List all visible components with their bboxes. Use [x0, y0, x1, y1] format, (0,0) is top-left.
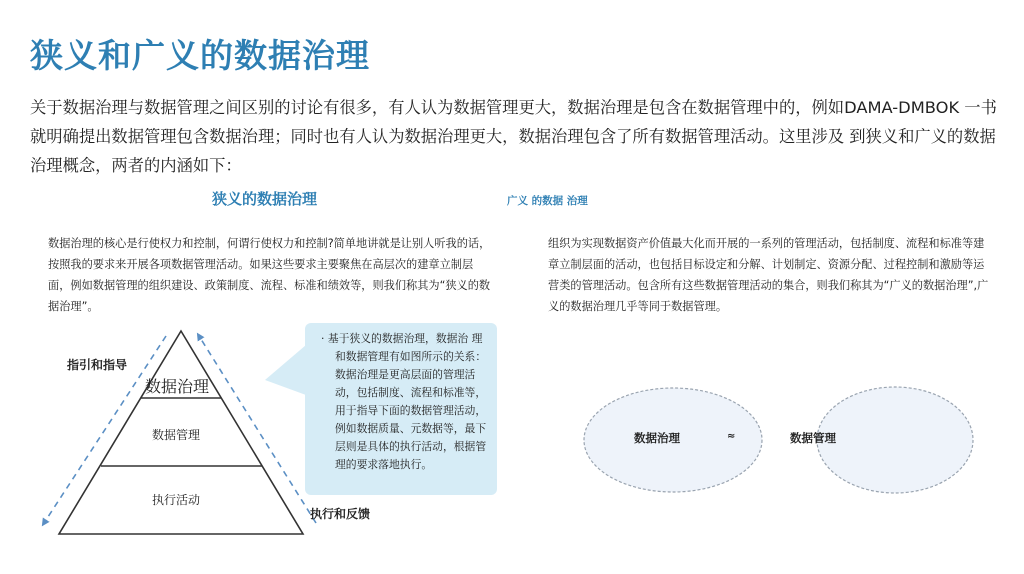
callout-text: 基于狭义的数据治理，数据治 理和数据管理有如图所示的关系：数据治理是更高层面的管理活动，包括制度、流程和标准等，用于指导下面的数据管理活动，例如数据质量、元数据等，最下层则是具体的执行活动，根据管理的要求落地执行。 — [327, 332, 487, 471]
pyramid-level-management: 数据管理 — [152, 428, 201, 442]
broad-governance-description: 组织为实现数据资产价值最大化而开展的一系列的管理活动，包括制度、流程和标准等建章立制层面的活动，也包括目标设定和分解、计划制定、资源分配、过程控制和激励等运营类的管理活动。包含所有这些数据管理活动的集合，则我们称其为“广义的数据治理”,广义的数据治理几乎等同于数据管理。 — [548, 237, 989, 313]
pyramid-level-governance: 数据治理 — [145, 377, 210, 396]
venn-right-ellipse — [817, 387, 973, 493]
page-title: 狭义和广义的数据治理 — [30, 36, 370, 75]
venn-label-management: 数据管理 — [790, 431, 836, 445]
approx-equal-symbol: ≈ — [727, 431, 736, 442]
feedback-label: 执行和反馈 — [310, 507, 371, 521]
pyramid-level-execution: 执行活动 — [152, 493, 201, 507]
callout-bullet: · — [321, 332, 325, 345]
broad-governance-title: 广义 的数据 治理 — [507, 195, 588, 207]
guide-label: 指引和指导 — [67, 358, 128, 372]
intro-paragraph: 关于数据治理与数据管理之间区别的讨论有很多，有人认为数据管理更大，数据治理是包含在数据管理中的，例如DAMA-DMBOK 一书就明确提出数据管理包含数据治理；同时也有人认为数据治理更大，数据治理包含了所有数据管理活动。这里涉及 到狭义和广义的数据治理概念，两者的内涵如下： — [30, 98, 997, 175]
venn-label-governance: 数据治理 — [634, 431, 680, 445]
narrow-governance-title: 狭义的数据治理 — [212, 190, 318, 208]
narrow-governance-description: 数据治理的核心是行使权力和控制，何谓行使权力和控制?简单地讲就是让别人听我的话，按照我的要求来开展各项数据管理活动。如果这些要求主要聚焦在高层次的建章立制层面，例如数据管理的组织建设、政策制度、流程、标准和绩效等，则我们称其为“狭义的数据治理”。 — [48, 237, 491, 313]
